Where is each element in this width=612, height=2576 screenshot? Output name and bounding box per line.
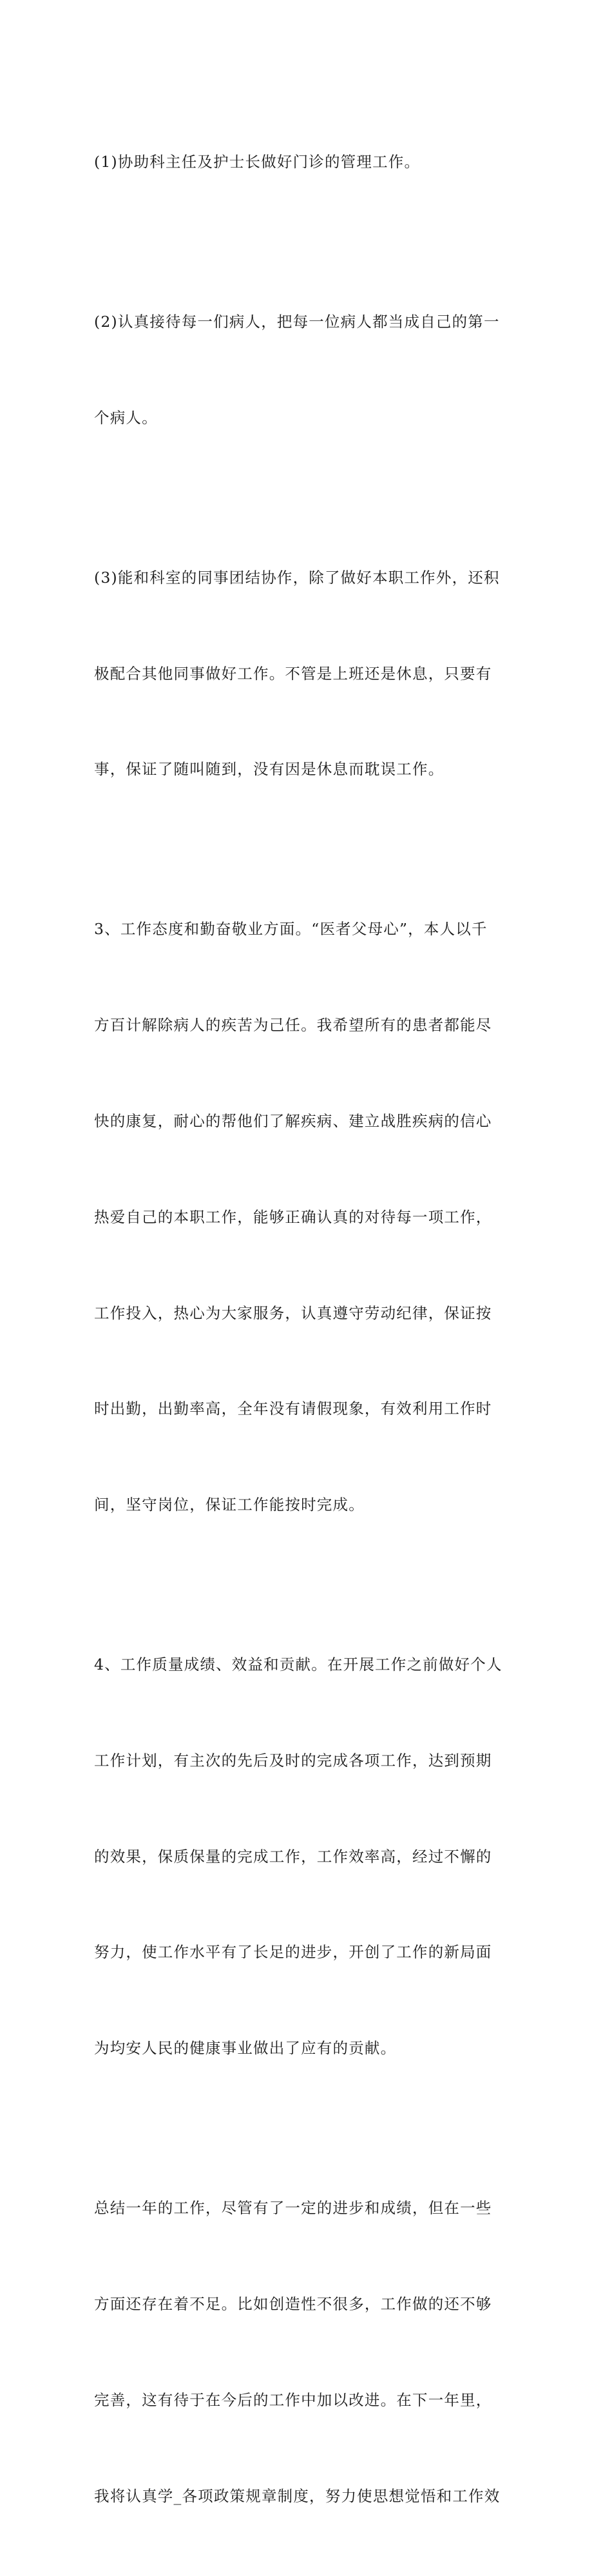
document-body [94, 83, 522, 2576]
text-line: 个病人。 [94, 408, 158, 427]
text-line: 方面还存在着不足。比如创造性不很多，工作做的还不够 [94, 2294, 492, 2313]
paragraph-6 [94, 2129, 522, 2576]
text-line: 总结一年的工作，尽管有了一定的进步和成绩，但在一些 [94, 2199, 492, 2218]
text-line: 快的康复，耐心的帮他们了解疾病、建立战胜疾病的信心 [94, 1112, 492, 1130]
text-line: 完善，这有待于在今后的工作中加以改进。在下一年里， [94, 2390, 492, 2409]
text-line: 3、工作态度和勤奋敬业方面。“医者父母心”，本人以千 [94, 920, 488, 939]
text-line: (2)认真接待每一们病人，把每一位病人都当成自己的第一 [94, 313, 500, 331]
paragraph-1 [94, 83, 522, 242]
paragraph-3 [94, 498, 522, 850]
text-line: (3)能和科室的同事团结协作，除了做好本职工作外，还积 [94, 568, 500, 587]
text-line: 时出勤，出勤率高，全年没有请假现象，有效利用工作时 [94, 1400, 492, 1418]
paragraph-5 [94, 1585, 522, 2129]
paragraph-4 [94, 850, 522, 1585]
text-line: 为均安人民的健康事业做出了应有的贡献。 [94, 2039, 397, 2058]
text-line: 努力，使工作水平有了长足的进步，开创了工作的新局面 [94, 1943, 492, 1962]
text-line: 工作计划，有主次的先后及时的完成各项工作，达到预期 [94, 1751, 492, 1770]
text-line: (1)协助科主任及护士长做好门诊的管理工作。 [94, 153, 421, 171]
text-line: 热爱自己的本职工作，能够正确认真的对待每一项工作， [94, 1207, 492, 1226]
text-line: 极配合其他同事做好工作。不管是上班还是休息，只要有 [94, 664, 492, 683]
text-line: 的效果，保质保量的完成工作，工作效率高，经过不懈的 [94, 1847, 492, 1866]
text-line: 4、工作质量成绩、效益和贡献。在开展工作之前做好个人 [94, 1655, 502, 1674]
paragraph-2 [94, 242, 522, 498]
text-line: 我将认真学_各项政策规章制度，努力使思想觉悟和工作效 [94, 2486, 501, 2505]
text-line: 间，坚守岗位，保证工作能按时完成。 [94, 1496, 365, 1514]
text-line: 事，保证了随叫随到，没有因是休息而耽误工作。 [94, 760, 445, 779]
text-line: 工作投入，热心为大家服务，认真遵守劳动纪律，保证按 [94, 1303, 492, 1322]
text-line: 方百计解除病人的疾苦为己任。我希望所有的患者都能尽 [94, 1016, 492, 1035]
